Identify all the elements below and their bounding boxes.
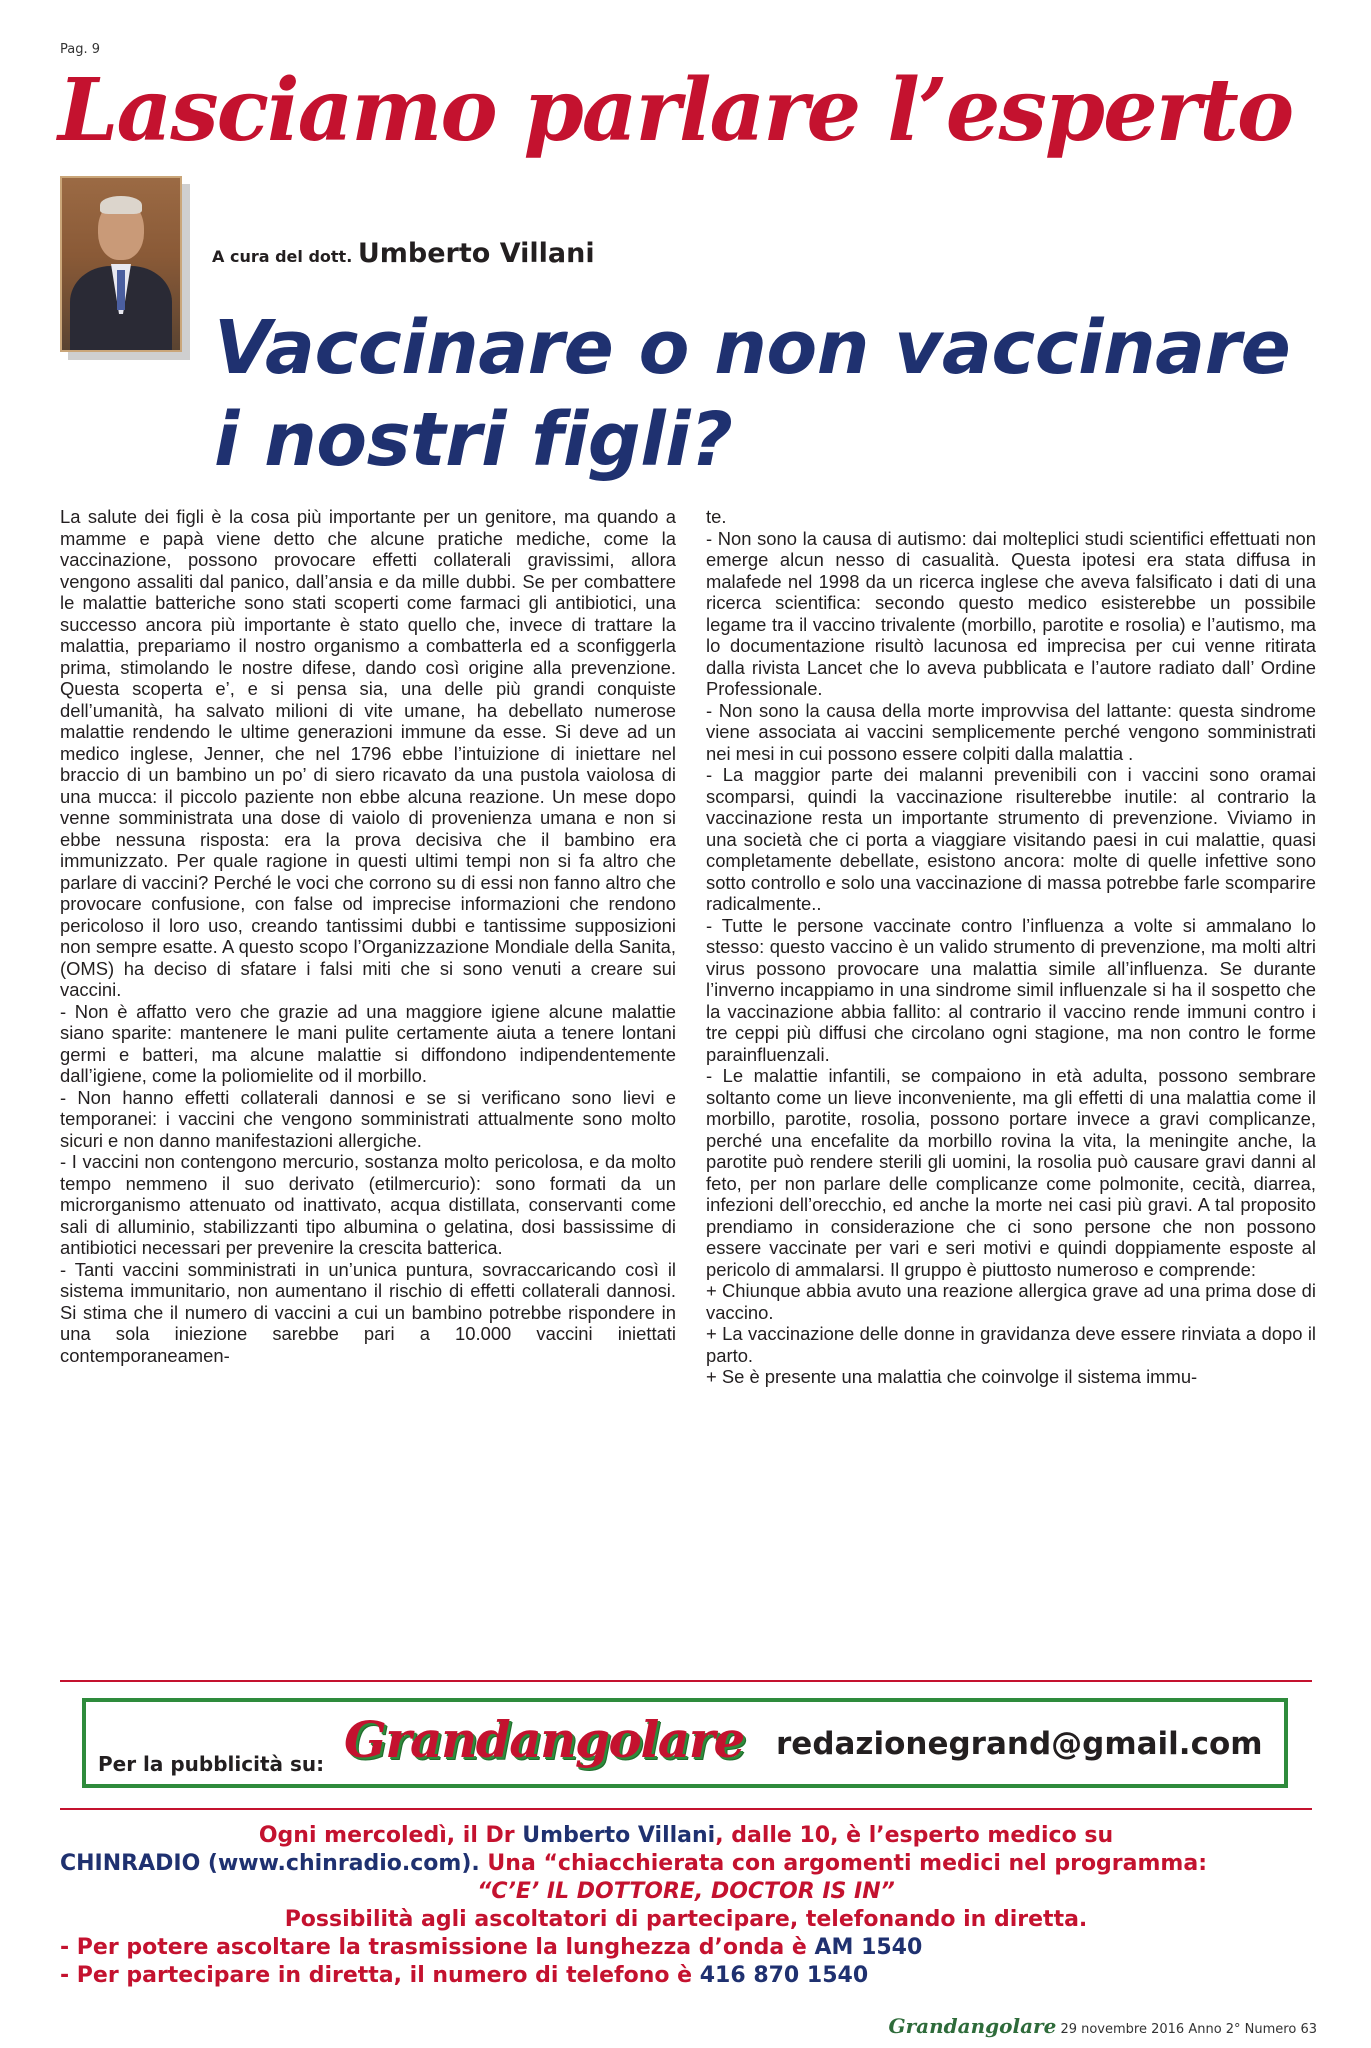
radio-doctor-name: Umberto Villani xyxy=(522,1823,716,1848)
radio-frequency: AM 1540 xyxy=(814,1935,923,1960)
radio-station-link[interactable]: CHINRADIO (www.chinradio.com). xyxy=(60,1851,480,1876)
radio-line-1 xyxy=(60,1822,1312,1850)
byline xyxy=(212,238,595,269)
headline-line-1: Vaccinare o non vaccinare xyxy=(214,305,1291,391)
footer-brand: Grandangolare xyxy=(888,2014,1057,2038)
headline-line-2: i nostri figli? xyxy=(214,397,733,483)
section-title: Lasciamo parlare l’esperto xyxy=(58,60,1293,161)
radio-text: , dalle 10, è l’esperto medico su xyxy=(715,1823,1114,1848)
paragraph: - Non sono la causa di autismo: dai molteplici studi scientifici effettuati non emerge alcun nesso di casualità. Questa ipotesi era stata diffusa in malafede nel 1998 da un ricerca inglese che aveva falsificato i dati di una ricerca scientifica: secondo questo medico esisterebbe un possibile legame tra il vaccino trivalente (morbillo, parotite e rosolia) e l’autismo, ma lo documentazione risultò lacunosa ed imprecisa per cui venne ritirata dalla rivista Lancet che lo aveva pubblicata e l’autore radiato dall’ Ordine Professionale. xyxy=(706,527,1316,699)
byline-prefix: A cura del dott. xyxy=(212,247,353,266)
paragraph: - Non è affatto vero che grazie ad una maggiore igiene alcune malattie siano sparite: mantenere le mani pulite certamente aiuta a tenere lontani germi e batteri, ma alcune malattie si diffondono indipendentemente dall’igiene, come la poliomielite od il morbillo. xyxy=(60,1000,676,1086)
paragraph: - I vaccini non contengono mercurio, sostanza molto pericolosa, e da molto tempo nemmeno il suo derivato (etilmercurio): sono formati da un microrganismo attenuato od inattivato, acqua distillata, conservanti come sali di alluminio, stabilizzanti tipo albumina o gelatina, dosi bassissime di antibiotici necessari per prevenire la crescita batterica. xyxy=(60,1151,676,1258)
advert-email-link[interactable]: redazionegrand@gmail.com xyxy=(776,1726,1263,1762)
page-number: Pag. 9 xyxy=(60,42,101,57)
divider-top xyxy=(60,1680,1312,1682)
article-headline xyxy=(214,302,1354,486)
paragraph: - Non sono la causa della morte improvvisa del lattante: questa sindrome viene associata ai vaccini semplicemente perché vengono somministrati nei mesi in cui possono essere colpiti dalla malattia . xyxy=(706,699,1316,764)
paragraph: - Non hanno effetti collaterali dannosi e se si verificano sono lievi e temporanei: i vaccini che vengono somministrati attualmente sono molto sicuri e non danno manifestazioni allergiche. xyxy=(60,1086,676,1151)
radio-line-4: Possibilità agli ascoltatori di partecipare, telefonando in diretta. xyxy=(284,1907,1088,1932)
author-photo xyxy=(60,176,182,352)
radio-line-5 xyxy=(60,1934,1312,1962)
page-footer xyxy=(889,2014,1317,2038)
paragraph: - Le malattie infantili, se compaiono in età adulta, possono sembrare soltanto come un lieve inconveniente, ma gli effetti di una malattia come il morbillo, parotite, rosolia, possono portare invece a gravi complicanze, perché una encefalite da morbillo rovina la vita, la meningite anche, la parotite può rendere sterili gli uomini, la rosolia può causare gravi danni al feto, per non parlare delle complicanze come polmonite, cecità, diarrea, infezioni dell’orecchio, ed anche la morte nei casi più gravi. A tal proposito prendiamo in considerazione che ci sono persone che non possono essere vaccinate per vari e seri motivi e quindi doppiamente esposte al pericolo di ammalarsi. Il gruppo è piuttosto numeroso e comprende: xyxy=(706,1065,1316,1280)
radio-text: Ogni mercoledì, il Dr xyxy=(258,1823,523,1848)
article-column-2 xyxy=(706,506,1316,1646)
radio-text: - Per potere ascoltare la trasmissione la lunghezza d’onda è xyxy=(60,1935,815,1960)
divider-bottom xyxy=(60,1808,1312,1810)
paragraph: La salute dei figli è la cosa più importante per un genitore, ma quando a mamme e papà viene detto che alcune pratiche mediche, come la vaccinazione, possono provocare effetti collaterali gravissimi, allora vengono assaliti dal panico, dall’ansia e da mille dubbi. Se per combattere le malattie batteriche sono stati scoperti come farmaci gli antibiotici, una successo ancora più importante è stato quello che, invece di trattare la malattia, prepariamo il nostro organismo a combatterla ed a sconfiggerla prima, stimolando le nostre difese, dando così origine alla prevenzione. Questa scoperta e’, e si pensa sia, una delle più grandi conquiste dell’umanità, ha salvato milioni di vite umane, ha debellato numerose malattie rendendo le ultime generazioni immune da esse. Si deve ad un medico inglese, Jenner, che nel 1796 ebbe l’intuizione di iniettare nel braccio di un bambino un po’ di siero ricavato da una pustola vaiolosa di una mucca: il piccolo paziente non ebbe alcuna reazione. Un mese dopo venne somministrata una dose di vaiolo di provenienza umana e non si ebbe nessuna risposta: era la prova decisiva che il bambino era immunizzato. Per quale ragione in questi ultimi tempi non si fa altro che parlare di vaccini? Perché le voci che corrono su di essi non fanno altro che provocare confusione, con false od imprecise informazioni che rendono pericoloso il loro uso, creando tantissimi dubbi e tantissime supposizioni non sempre esatte. A questo scopo l’Organizzazione Mondiale della Sanita, (OMS) ha deciso di sfatare i falsi miti che si sono venuti a creare sui vaccini. xyxy=(60,506,676,1000)
paragraph: + Chiunque abbia avuto una reazione allergica grave ad una prima dose di vaccino. xyxy=(706,1280,1316,1323)
byline-author: Umberto Villani xyxy=(357,238,595,269)
article-column-1 xyxy=(60,506,676,1646)
paragraph: te. xyxy=(706,506,727,527)
radio-phone-number: 416 870 1540 xyxy=(699,1963,869,1988)
paragraph: + Se è presente una malattia che coinvolge il sistema immu- xyxy=(706,1366,1198,1387)
paragraph: - Tutte le persone vaccinate contro l’influenza a volte si ammalano lo stesso: questo vaccino è un valido strumento di prevenzione, ma molti altri virus possono provocare una malattia simile all’influenza. Se durante l’inverno incappiamo in una sindrome simil influenzale si ha il sospetto che la vaccinazione abbia fallito: al contrario il vaccino rende immuni contro i tre ceppi più diffusi che circolano ogni stagione, ma non contro le forme parainfluenzali. xyxy=(706,914,1316,1065)
advert-label: Per la pubblicità su: xyxy=(98,1752,325,1776)
radio-text: Una “chiacchierata con argomenti medici nel programma: xyxy=(479,1851,1207,1876)
advert-brand-logo: Grandangolare xyxy=(344,1710,744,1769)
radio-line-2 xyxy=(60,1850,1312,1878)
radio-line-6 xyxy=(60,1962,1312,1990)
footer-issue: 29 novembre 2016 Anno 2° Numero 63 xyxy=(1060,2022,1317,2037)
radio-program-name: “C’E’ IL DOTTORE, DOCTOR IS IN” xyxy=(477,1879,895,1904)
paragraph: + La vaccinazione delle donne in gravidanza deve essere rinviata a dopo il parto. xyxy=(706,1323,1316,1366)
radio-text: - Per partecipare in diretta, il numero di telefono è xyxy=(60,1963,700,1988)
paragraph: - Tanti vaccini somministrati in un’unica puntura, sovraccaricando così il sistema immunitario, non aumentano il rischio di effetti collaterali dannosi. Si stima che il numero di vaccini a cui un bambino potrebbe rispondere in una sola iniezione sarebbe pari a 10.000 vaccini iniettati contemporaneamen- xyxy=(60,1258,676,1366)
advert-box xyxy=(82,1698,1288,1788)
paragraph: - La maggior parte dei malanni prevenibili con i vaccini sono oramai scomparsi, quindi la vaccinazione risulterebbe inutile: al contrario la vaccinazione resta un importante strumento di prevenzione. Viviamo in una società che ci porta a viaggiare visitando paesi in cui malattie, quasi completamente debellate, esistono ancora: molte di quelle infettive sono sotto controllo e solo una vaccinazione di massa potrebbe farle scomparire radicalmente.. xyxy=(706,764,1316,914)
